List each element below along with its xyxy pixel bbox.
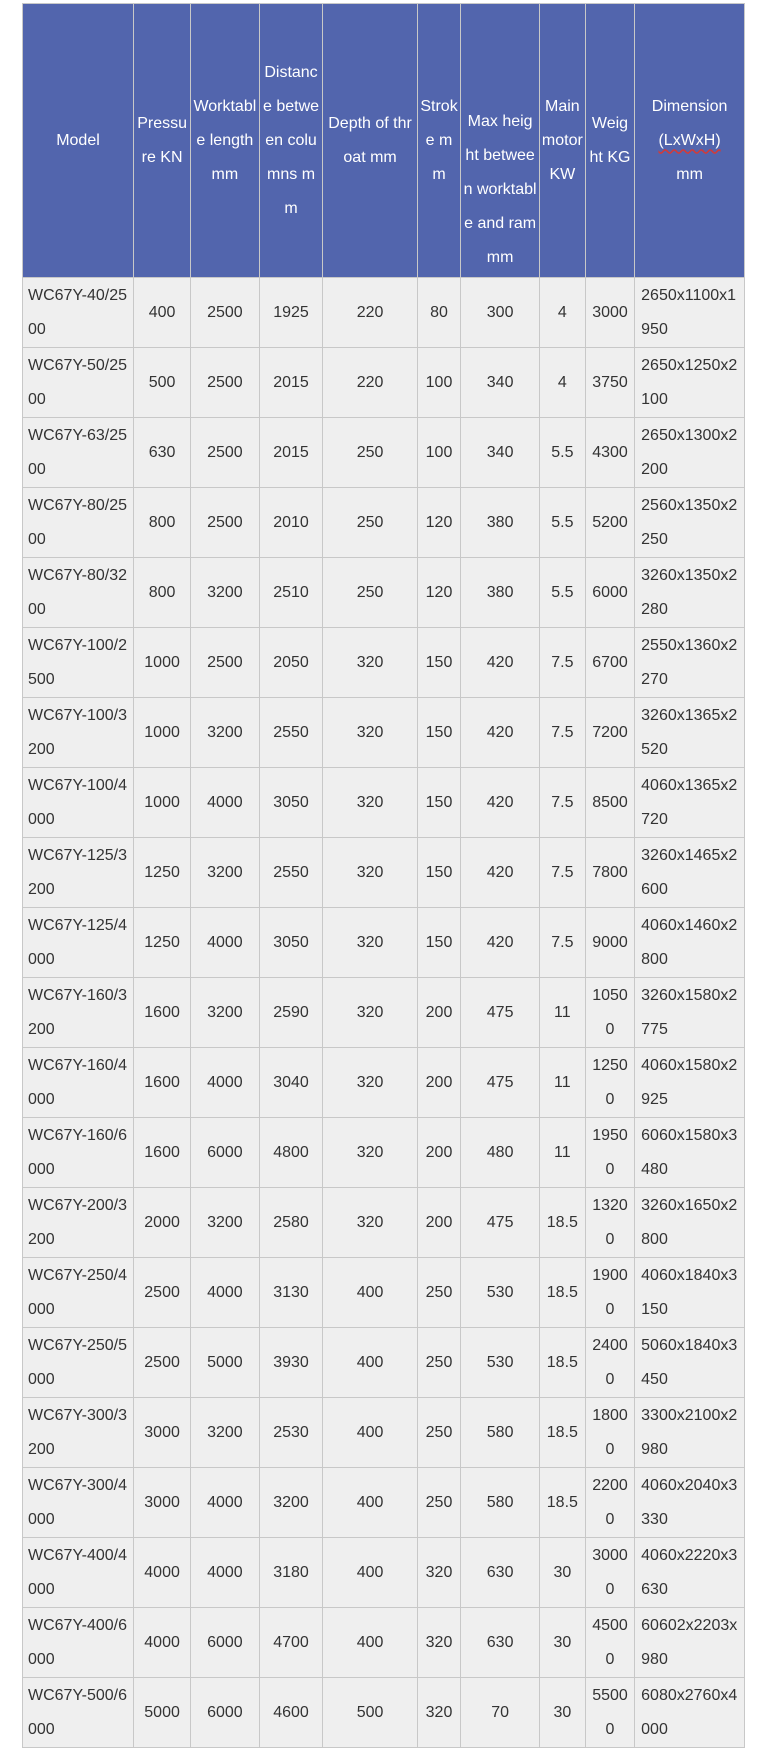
cell-max-height: 530 <box>461 1258 539 1328</box>
cell-stroke: 250 <box>418 1468 462 1538</box>
table-row <box>23 1258 744 1328</box>
cell-model: WC67Y-500/6000 <box>23 1678 134 1747</box>
cell-stroke: 200 <box>418 1188 462 1258</box>
cell-stroke: 150 <box>418 768 462 838</box>
cell-stroke: 80 <box>418 278 462 348</box>
cell-model: WC67Y-300/3200 <box>23 1398 134 1468</box>
cell-model: WC67Y-63/2500 <box>23 418 134 488</box>
cell-distance-between-columns: 3050 <box>260 768 324 838</box>
cell-distance-between-columns: 2015 <box>260 418 324 488</box>
table-row <box>23 838 744 908</box>
cell-distance-between-columns: 2010 <box>260 488 324 558</box>
cell-weight: 6000 <box>586 558 635 628</box>
cell-model: WC67Y-50/2500 <box>23 348 134 418</box>
cell-main-motor: 7.5 <box>540 768 586 838</box>
cell-pressure: 2500 <box>134 1258 191 1328</box>
cell-main-motor: 18.5 <box>540 1258 586 1328</box>
table-row <box>23 1118 744 1188</box>
table-row <box>23 978 744 1048</box>
cell-stroke: 320 <box>418 1678 462 1747</box>
table-row <box>23 1398 744 1468</box>
cell-main-motor: 18.5 <box>540 1468 586 1538</box>
cell-distance-between-columns: 3050 <box>260 908 324 978</box>
cell-stroke: 150 <box>418 838 462 908</box>
cell-main-motor: 11 <box>540 978 586 1048</box>
cell-max-height: 70 <box>461 1678 539 1747</box>
cell-pressure: 1600 <box>134 978 191 1048</box>
cell-weight: 10500 <box>586 978 635 1048</box>
cell-main-motor: 30 <box>540 1538 586 1608</box>
cell-worktable-length: 5000 <box>191 1328 259 1398</box>
cell-dimension: 3260x1650x2800 <box>635 1188 744 1258</box>
cell-pressure: 3000 <box>134 1398 191 1468</box>
cell-model: WC67Y-40/2500 <box>23 278 134 348</box>
cell-pressure: 1250 <box>134 908 191 978</box>
cell-model: WC67Y-250/5000 <box>23 1328 134 1398</box>
cell-dimension: 4060x1840x3150 <box>635 1258 744 1328</box>
cell-model: WC67Y-100/4000 <box>23 768 134 838</box>
cell-max-height: 580 <box>461 1398 539 1468</box>
cell-model: WC67Y-125/4000 <box>23 908 134 978</box>
cell-depth-of-throat: 320 <box>323 838 417 908</box>
header-pressure: Pressure KN <box>134 4 191 278</box>
cell-depth-of-throat: 320 <box>323 978 417 1048</box>
cell-weight: 8500 <box>586 768 635 838</box>
cell-distance-between-columns: 1925 <box>260 278 324 348</box>
cell-max-height: 630 <box>461 1608 539 1678</box>
table-row <box>23 1188 744 1258</box>
cell-main-motor: 7.5 <box>540 838 586 908</box>
table-row <box>23 628 744 698</box>
cell-weight: 7200 <box>586 698 635 768</box>
cell-depth-of-throat: 220 <box>323 348 417 418</box>
cell-max-height: 420 <box>461 908 539 978</box>
cell-max-height: 420 <box>461 698 539 768</box>
cell-max-height: 480 <box>461 1118 539 1188</box>
cell-max-height: 530 <box>461 1328 539 1398</box>
cell-depth-of-throat: 320 <box>323 768 417 838</box>
cell-weight: 19500 <box>586 1118 635 1188</box>
cell-distance-between-columns: 3130 <box>260 1258 324 1328</box>
cell-dimension: 4060x2040x3330 <box>635 1468 744 1538</box>
cell-main-motor: 11 <box>540 1118 586 1188</box>
cell-depth-of-throat: 400 <box>323 1398 417 1468</box>
cell-pressure: 2000 <box>134 1188 191 1258</box>
cell-model: WC67Y-125/3200 <box>23 838 134 908</box>
cell-main-motor: 7.5 <box>540 698 586 768</box>
cell-worktable-length: 4000 <box>191 768 259 838</box>
cell-worktable-length: 3200 <box>191 838 259 908</box>
cell-max-height: 380 <box>461 558 539 628</box>
cell-worktable-length: 2500 <box>191 418 259 488</box>
header-depth-of-throat: Depth of throat mm <box>323 4 417 278</box>
cell-weight: 3000 <box>586 278 635 348</box>
cell-depth-of-throat: 320 <box>323 698 417 768</box>
table-row <box>23 558 744 628</box>
cell-dimension: 60602x2203x980 <box>635 1608 744 1678</box>
cell-distance-between-columns: 3200 <box>260 1468 324 1538</box>
cell-stroke: 250 <box>418 1258 462 1328</box>
cell-weight: 18000 <box>586 1398 635 1468</box>
cell-dimension: 2560x1350x2250 <box>635 488 744 558</box>
cell-model: WC67Y-100/3200 <box>23 698 134 768</box>
cell-max-height: 340 <box>461 348 539 418</box>
cell-distance-between-columns: 2015 <box>260 348 324 418</box>
cell-worktable-length: 4000 <box>191 1258 259 1328</box>
cell-dimension: 3260x1465x2600 <box>635 838 744 908</box>
cell-max-height: 630 <box>461 1538 539 1608</box>
cell-pressure: 2500 <box>134 1328 191 1398</box>
cell-stroke: 250 <box>418 1398 462 1468</box>
cell-distance-between-columns: 2530 <box>260 1398 324 1468</box>
cell-weight: 45000 <box>586 1608 635 1678</box>
cell-worktable-length: 4000 <box>191 1538 259 1608</box>
cell-dimension: 2550x1360x2270 <box>635 628 744 698</box>
cell-weight: 13200 <box>586 1188 635 1258</box>
cell-model: WC67Y-160/3200 <box>23 978 134 1048</box>
cell-distance-between-columns: 3930 <box>260 1328 324 1398</box>
cell-main-motor: 18.5 <box>540 1328 586 1398</box>
table-row <box>23 1538 744 1608</box>
cell-dimension: 4060x1365x2720 <box>635 768 744 838</box>
header-row <box>23 4 744 278</box>
cell-model: WC67Y-400/6000 <box>23 1608 134 1678</box>
cell-dimension: 2650x1250x2100 <box>635 348 744 418</box>
cell-dimension: 4060x1580x2925 <box>635 1048 744 1118</box>
cell-weight: 7800 <box>586 838 635 908</box>
cell-stroke: 120 <box>418 558 462 628</box>
cell-worktable-length: 4000 <box>191 1468 259 1538</box>
cell-model: WC67Y-200/3200 <box>23 1188 134 1258</box>
cell-depth-of-throat: 250 <box>323 488 417 558</box>
table-row <box>23 908 744 978</box>
cell-stroke: 100 <box>418 348 462 418</box>
cell-distance-between-columns: 2550 <box>260 838 324 908</box>
cell-weight: 6700 <box>586 628 635 698</box>
cell-model: WC67Y-300/4000 <box>23 1468 134 1538</box>
header-model: Model <box>23 4 134 278</box>
header-main-motor: Main motor KW <box>540 4 586 278</box>
cell-max-height: 475 <box>461 978 539 1048</box>
cell-distance-between-columns: 2580 <box>260 1188 324 1258</box>
cell-worktable-length: 4000 <box>191 1048 259 1118</box>
cell-distance-between-columns: 4800 <box>260 1118 324 1188</box>
header-max-height: Max height between worktable and ram mm <box>461 4 539 278</box>
cell-main-motor: 7.5 <box>540 628 586 698</box>
cell-dimension: 4060x1460x2800 <box>635 908 744 978</box>
cell-main-motor: 5.5 <box>540 418 586 488</box>
header-stroke: Stroke mm <box>418 4 462 278</box>
cell-stroke: 200 <box>418 978 462 1048</box>
cell-stroke: 120 <box>418 488 462 558</box>
table-row <box>23 768 744 838</box>
cell-pressure: 800 <box>134 488 191 558</box>
cell-distance-between-columns: 2050 <box>260 628 324 698</box>
header-dimension: Dimension (LxWxH) mm <box>635 4 744 278</box>
table-row <box>23 418 744 488</box>
cell-worktable-length: 2500 <box>191 348 259 418</box>
cell-worktable-length: 6000 <box>191 1608 259 1678</box>
cell-depth-of-throat: 320 <box>323 908 417 978</box>
cell-dimension: 6080x2760x4000 <box>635 1678 744 1747</box>
cell-weight: 22000 <box>586 1468 635 1538</box>
cell-model: WC67Y-400/4000 <box>23 1538 134 1608</box>
cell-main-motor: 7.5 <box>540 908 586 978</box>
header-worktable-length: Worktable length mm <box>191 4 259 278</box>
cell-main-motor: 5.5 <box>540 488 586 558</box>
cell-depth-of-throat: 320 <box>323 1188 417 1258</box>
cell-worktable-length: 4000 <box>191 908 259 978</box>
table-header <box>23 4 744 278</box>
cell-weight: 12500 <box>586 1048 635 1118</box>
cell-pressure: 800 <box>134 558 191 628</box>
cell-weight: 24000 <box>586 1328 635 1398</box>
cell-dimension: 2650x1100x1950 <box>635 278 744 348</box>
cell-max-height: 420 <box>461 628 539 698</box>
table-row <box>23 278 744 348</box>
cell-dimension: 3260x1350x2280 <box>635 558 744 628</box>
table-row <box>23 698 744 768</box>
cell-pressure: 5000 <box>134 1678 191 1747</box>
cell-depth-of-throat: 400 <box>323 1328 417 1398</box>
cell-dimension: 3300x2100x2980 <box>635 1398 744 1468</box>
cell-dimension: 4060x2220x3630 <box>635 1538 744 1608</box>
cell-weight: 9000 <box>586 908 635 978</box>
cell-dimension: 6060x1580x3480 <box>635 1118 744 1188</box>
cell-pressure: 630 <box>134 418 191 488</box>
cell-weight: 4300 <box>586 418 635 488</box>
cell-pressure: 3000 <box>134 1468 191 1538</box>
cell-pressure: 500 <box>134 348 191 418</box>
cell-depth-of-throat: 400 <box>323 1258 417 1328</box>
cell-max-height: 580 <box>461 1468 539 1538</box>
cell-weight: 5200 <box>586 488 635 558</box>
cell-main-motor: 18.5 <box>540 1188 586 1258</box>
cell-max-height: 380 <box>461 488 539 558</box>
cell-distance-between-columns: 2590 <box>260 978 324 1048</box>
cell-pressure: 1600 <box>134 1118 191 1188</box>
cell-depth-of-throat: 250 <box>323 418 417 488</box>
cell-max-height: 300 <box>461 278 539 348</box>
table-row <box>23 488 744 558</box>
cell-depth-of-throat: 320 <box>323 1048 417 1118</box>
table-row <box>23 348 744 418</box>
cell-depth-of-throat: 400 <box>323 1608 417 1678</box>
table-row <box>23 1328 744 1398</box>
cell-model: WC67Y-80/2500 <box>23 488 134 558</box>
cell-stroke: 150 <box>418 698 462 768</box>
cell-weight: 55000 <box>586 1678 635 1747</box>
cell-pressure: 1250 <box>134 838 191 908</box>
cell-worktable-length: 3200 <box>191 558 259 628</box>
cell-main-motor: 30 <box>540 1678 586 1747</box>
cell-pressure: 1600 <box>134 1048 191 1118</box>
cell-dimension: 3260x1580x2775 <box>635 978 744 1048</box>
cell-model: WC67Y-160/6000 <box>23 1118 134 1188</box>
cell-model: WC67Y-80/3200 <box>23 558 134 628</box>
cell-distance-between-columns: 4600 <box>260 1678 324 1747</box>
cell-stroke: 320 <box>418 1608 462 1678</box>
cell-depth-of-throat: 220 <box>323 278 417 348</box>
cell-worktable-length: 6000 <box>191 1118 259 1188</box>
cell-model: WC67Y-160/4000 <box>23 1048 134 1118</box>
cell-dimension: 2650x1300x2200 <box>635 418 744 488</box>
cell-main-motor: 4 <box>540 348 586 418</box>
cell-worktable-length: 2500 <box>191 278 259 348</box>
cell-stroke: 150 <box>418 908 462 978</box>
cell-depth-of-throat: 400 <box>323 1538 417 1608</box>
cell-distance-between-columns: 2510 <box>260 558 324 628</box>
cell-stroke: 150 <box>418 628 462 698</box>
cell-pressure: 1000 <box>134 628 191 698</box>
cell-weight: 19000 <box>586 1258 635 1328</box>
cell-stroke: 200 <box>418 1118 462 1188</box>
cell-pressure: 400 <box>134 278 191 348</box>
cell-max-height: 420 <box>461 838 539 908</box>
cell-max-height: 420 <box>461 768 539 838</box>
cell-stroke: 100 <box>418 418 462 488</box>
cell-depth-of-throat: 250 <box>323 558 417 628</box>
table-row <box>23 1608 744 1678</box>
cell-worktable-length: 3200 <box>191 1398 259 1468</box>
cell-worktable-length: 2500 <box>191 488 259 558</box>
cell-stroke: 250 <box>418 1328 462 1398</box>
table-row <box>23 1048 744 1118</box>
cell-pressure: 1000 <box>134 698 191 768</box>
cell-worktable-length: 3200 <box>191 1188 259 1258</box>
cell-pressure: 4000 <box>134 1538 191 1608</box>
cell-stroke: 320 <box>418 1538 462 1608</box>
cell-distance-between-columns: 4700 <box>260 1608 324 1678</box>
cell-distance-between-columns: 2550 <box>260 698 324 768</box>
cell-weight: 30000 <box>586 1538 635 1608</box>
cell-worktable-length: 3200 <box>191 698 259 768</box>
cell-max-height: 475 <box>461 1048 539 1118</box>
cell-max-height: 475 <box>461 1188 539 1258</box>
cell-distance-between-columns: 3040 <box>260 1048 324 1118</box>
cell-worktable-length: 2500 <box>191 628 259 698</box>
cell-pressure: 1000 <box>134 768 191 838</box>
header-weight: Weight KG <box>586 4 635 278</box>
cell-main-motor: 4 <box>540 278 586 348</box>
cell-main-motor: 5.5 <box>540 558 586 628</box>
cell-dimension: 5060x1840x3450 <box>635 1328 744 1398</box>
cell-model: WC67Y-250/4000 <box>23 1258 134 1328</box>
table-row <box>23 1678 744 1747</box>
cell-stroke: 200 <box>418 1048 462 1118</box>
cell-worktable-length: 6000 <box>191 1678 259 1747</box>
table-row <box>23 1468 744 1538</box>
cell-dimension: 3260x1365x2520 <box>635 698 744 768</box>
cell-worktable-length: 3200 <box>191 978 259 1048</box>
cell-model: WC67Y-100/2500 <box>23 628 134 698</box>
cell-distance-between-columns: 3180 <box>260 1538 324 1608</box>
cell-pressure: 4000 <box>134 1608 191 1678</box>
header-distance-between-columns: Distance between columns mm <box>260 4 324 278</box>
cell-weight: 3750 <box>586 348 635 418</box>
cell-depth-of-throat: 500 <box>323 1678 417 1747</box>
spec-table <box>22 3 745 1748</box>
cell-max-height: 340 <box>461 418 539 488</box>
cell-main-motor: 30 <box>540 1608 586 1678</box>
table-body <box>23 278 744 1747</box>
cell-depth-of-throat: 320 <box>323 628 417 698</box>
cell-main-motor: 11 <box>540 1048 586 1118</box>
cell-depth-of-throat: 320 <box>323 1118 417 1188</box>
cell-depth-of-throat: 400 <box>323 1468 417 1538</box>
cell-main-motor: 18.5 <box>540 1398 586 1468</box>
